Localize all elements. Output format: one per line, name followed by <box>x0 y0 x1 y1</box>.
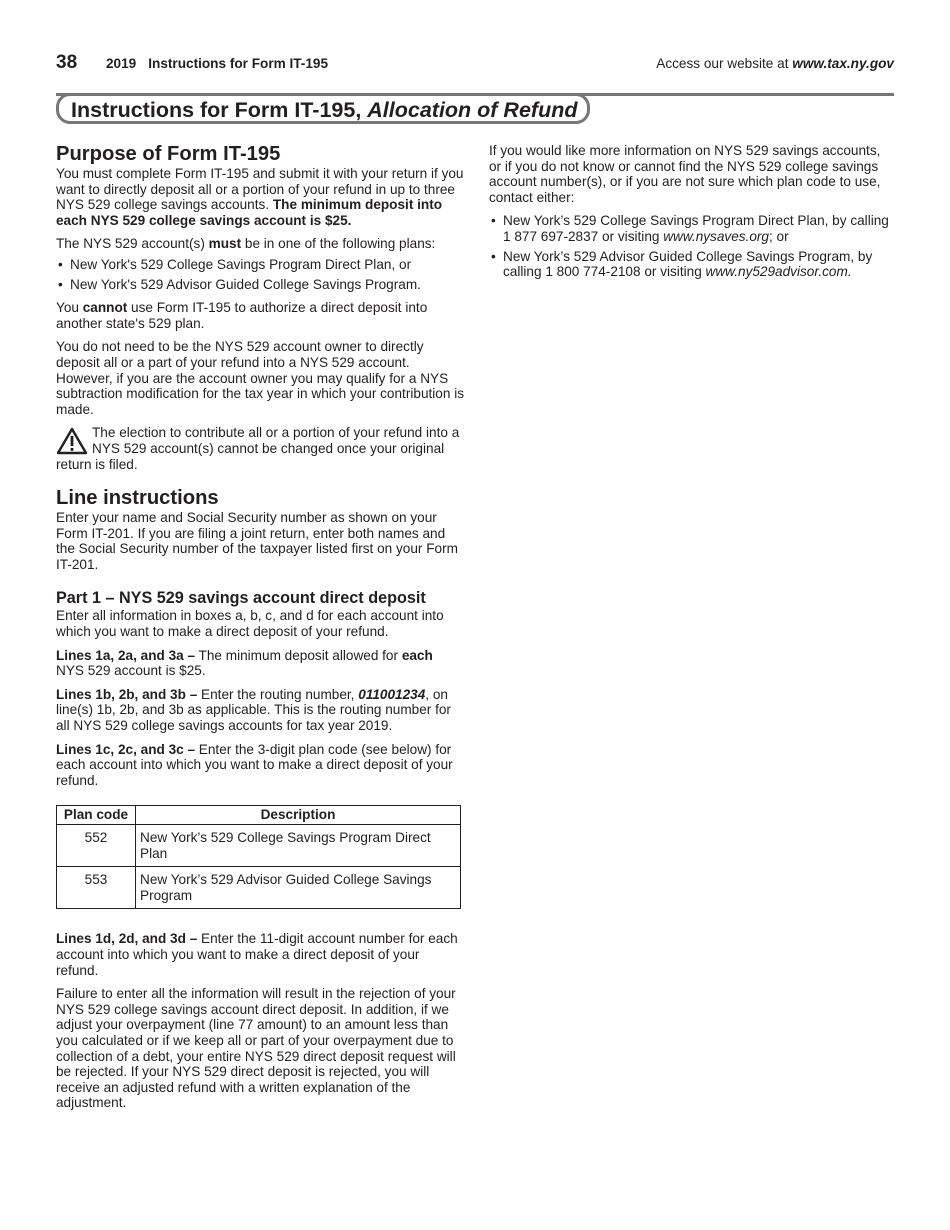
warning-text: The election to contribute all or a portion of your refund into a NYS 529 account(s) cannot be changed once your original return is filed. <box>56 425 460 472</box>
lines-d-paragraph: Lines 1d, 2d, and 3d – Enter the 11-digit account number for each account into which you want to make a direct deposit of your refund. <box>56 931 458 978</box>
plan-code-table <box>56 805 461 909</box>
line-instructions-heading: Line instructions <box>56 487 219 510</box>
part1-heading: Part 1 – NYS 529 savings account direct deposit <box>56 589 426 608</box>
failure-paragraph: Failure to enter all the information will result in the rejection of your NYS 529 college savings account direct deposit. In addition, if we adjust your overpayment (line 77 amount) to an amount less than you calculated or if we keep all or part of your overpayment due to collection of a debt, your entire NYS 529 direct deposit request will be rejected. If your NYS 529 direct deposit is rejected, you will receive an adjusted refund with a written explanation of the adjustment. <box>56 986 456 1111</box>
page-title-italic: Allocation of Refund <box>367 98 578 122</box>
ny529advisor-link[interactable]: www.ny529advisor.com. <box>705 264 852 280</box>
website-prefix: Access our website at <box>656 56 793 71</box>
plan-description-cell: New York’s 529 Advisor Guided College Savings Program <box>136 867 461 909</box>
warning-icon <box>56 427 88 455</box>
page-title: Instructions for Form IT-195, Allocation of Refund <box>71 98 578 122</box>
lines-b-paragraph: Lines 1b, 2b, and 3b – Enter the routing number, 011001234, on line(s) 1b, 2b, and 3b as applicable. This is the routing number for all NYS 529 college savings accounts for tax year 2019. <box>56 686 451 734</box>
list-item: • New York's 529 Advisor Guided College Savings Program. <box>56 277 464 293</box>
table-row <box>57 867 461 909</box>
table-header-row <box>57 806 461 825</box>
website-note <box>656 56 894 72</box>
page-number: 38 <box>56 52 78 73</box>
header-year: 2019 <box>106 56 137 71</box>
left-column <box>56 142 464 1119</box>
table-row <box>57 825 461 867</box>
website-link[interactable]: www.tax.ny.gov <box>792 56 894 71</box>
plan-code-cell: 553 <box>57 867 136 909</box>
plan-description-cell: New York’s 529 College Savings Program Direct Plan <box>136 825 461 867</box>
purpose-paragraph-4: You do not need to be the NYS 529 account owner to directly deposit all or a part of your refund into a NYS 529 account. However, if you are the account owner you may qualify for a NYS subtraction modification for the tax year in which your contribution is made. <box>56 339 465 417</box>
right-column <box>489 143 894 288</box>
purpose-heading: Purpose of Form IT-195 <box>56 143 281 165</box>
list-item: • New York’s 529 Advisor Guided College Savings Program, by calling 1 800 774-2108 or visiting www.ny529advisor.com. <box>489 249 894 280</box>
routing-number: 011001234 <box>358 686 426 702</box>
title-box <box>56 93 590 124</box>
plan-code-cell: 552 <box>57 825 136 867</box>
warning-note <box>56 425 464 472</box>
header-doc-title: Instructions for Form IT-195 <box>148 56 329 71</box>
table-header: Plan code <box>57 806 136 825</box>
purpose-paragraph-3: You cannot use Form IT-195 to authorize a direct deposit into another state's 529 plan. <box>56 300 428 331</box>
lines-c-paragraph: Lines 1c, 2c, and 3c – Enter the 3-digit plan code (see below) for each account into which you want to make a direct deposit of your refund. <box>56 741 453 788</box>
table-header: Description <box>136 806 461 825</box>
nysaves-link[interactable]: www.nysaves.org <box>663 228 769 244</box>
contact-list <box>489 213 894 279</box>
list-item: • New York’s 529 College Savings Program Direct Plan, by calling 1 877 697-2837 or visiting www.nysaves.org; or <box>489 213 894 244</box>
purpose-paragraph-2: The NYS 529 account(s) must be in one of the following plans: <box>56 236 436 252</box>
plan-list <box>56 257 464 292</box>
running-header <box>106 56 328 72</box>
purpose-paragraph-1: You must complete Form IT-195 and submit it with your return if you want to directly deposit all or a portion of your refund in up to three NYS 529 college savings accounts. The minimum deposit into each NYS 529 college savings account is $25. <box>56 166 464 228</box>
line-instructions-paragraph: Enter your name and Social Security number as shown on your Form IT-201. If you are filing a joint return, enter both names and the Social Security number of the taxpayer listed first on your Form IT-201. <box>56 510 458 572</box>
more-info-paragraph: If you would like more information on NYS 529 savings accounts, or if you do not know or cannot find the NYS 529 college savings account number(s), or if you are not sure which plan code to use, contact either: <box>489 143 881 205</box>
lines-a-paragraph: Lines 1a, 2a, and 3a – The minimum deposit allowed for each NYS 529 account is $25. <box>56 647 433 679</box>
part1-intro: Enter all information in boxes a, b, c, and d for each account into which you want to make a direct deposit of your refund. <box>56 608 444 640</box>
list-item: • New York's 529 College Savings Program Direct Plan, or <box>56 257 464 273</box>
